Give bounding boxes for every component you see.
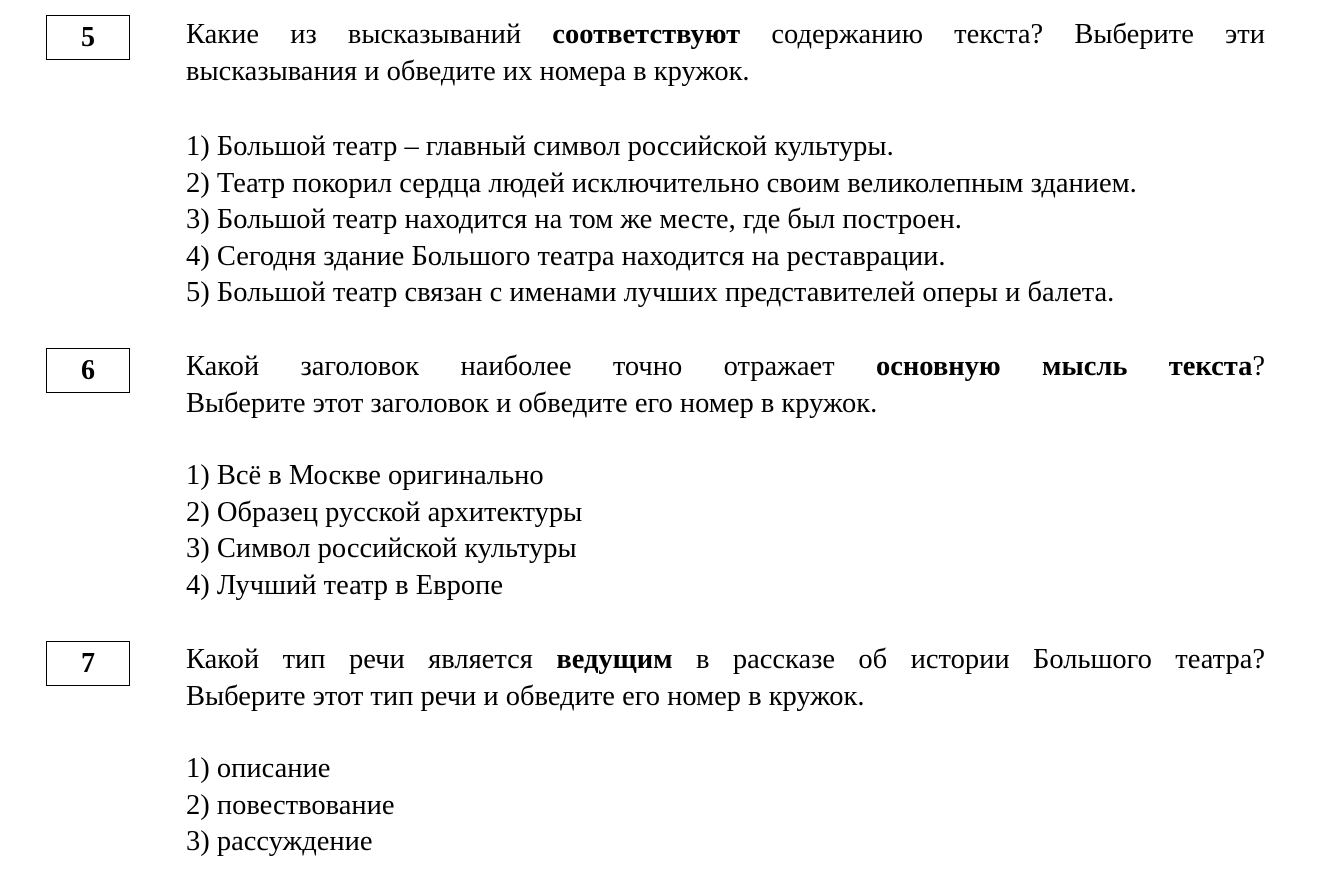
answer-option[interactable]: 3) Большой театр находится на том же месте, где был построен. bbox=[186, 204, 962, 235]
answer-option[interactable]: 4) Сегодня здание Большого театра находится на реставрации. bbox=[186, 240, 946, 272]
task-number: 6 bbox=[81, 354, 95, 386]
answer-option[interactable]: 3) рассуждение bbox=[186, 826, 373, 857]
question-text bbox=[186, 16, 1265, 90]
answer-option[interactable]: 3) Символ российской культуры bbox=[186, 533, 577, 564]
question-text bbox=[186, 641, 1265, 715]
task-number: 7 bbox=[81, 647, 95, 679]
answer-option[interactable]: 2) повествование bbox=[186, 789, 395, 821]
task-number-box bbox=[46, 641, 130, 686]
answer-option[interactable]: 2) Образец русской архитектуры bbox=[186, 496, 583, 528]
task-number-box bbox=[46, 15, 130, 60]
emphasis: ведущим bbox=[556, 644, 673, 675]
task-number-box bbox=[46, 348, 130, 393]
question-line-1: Какой заголовок наиболее точно отражает основную мысль текста? bbox=[186, 351, 1266, 382]
question-line-1: Какой тип речи является ведущим в рассказе об истории Большого театра? bbox=[186, 644, 1265, 675]
answer-option[interactable]: 1) Всё в Москве оригинально bbox=[186, 460, 544, 491]
emphasis: соответствуют bbox=[552, 19, 741, 50]
answer-option[interactable]: 2) Театр покорил сердца людей исключительно своим великолепным зданием. bbox=[186, 167, 1137, 199]
answer-options bbox=[186, 458, 582, 604]
emphasis: основную мысль текста bbox=[875, 351, 1253, 382]
answer-option[interactable]: 1) описание bbox=[186, 753, 331, 784]
answer-options bbox=[186, 129, 1137, 312]
answer-option[interactable]: 4) Лучший театр в Европе bbox=[186, 569, 504, 601]
answer-option[interactable]: 1) Большой театр – главный символ российской культуры. bbox=[186, 131, 894, 162]
question-line-2: Выберите этот тип речи и обведите его номер в кружок. bbox=[186, 681, 865, 712]
question-text bbox=[186, 348, 1265, 422]
question-line-2: высказывания и обведите их номера в кружок. bbox=[186, 56, 750, 87]
question-line-2: Выберите этот заголовок и обведите его номер в кружок. bbox=[186, 388, 878, 419]
answer-options bbox=[186, 751, 395, 861]
answer-option[interactable]: 5) Большой театр связан с именами лучших представителей оперы и балета. bbox=[186, 277, 1115, 308]
task-number: 5 bbox=[81, 21, 95, 53]
question-line-1: Какие из высказываний соответствуют содержанию текста? Выберите эти bbox=[186, 19, 1265, 50]
